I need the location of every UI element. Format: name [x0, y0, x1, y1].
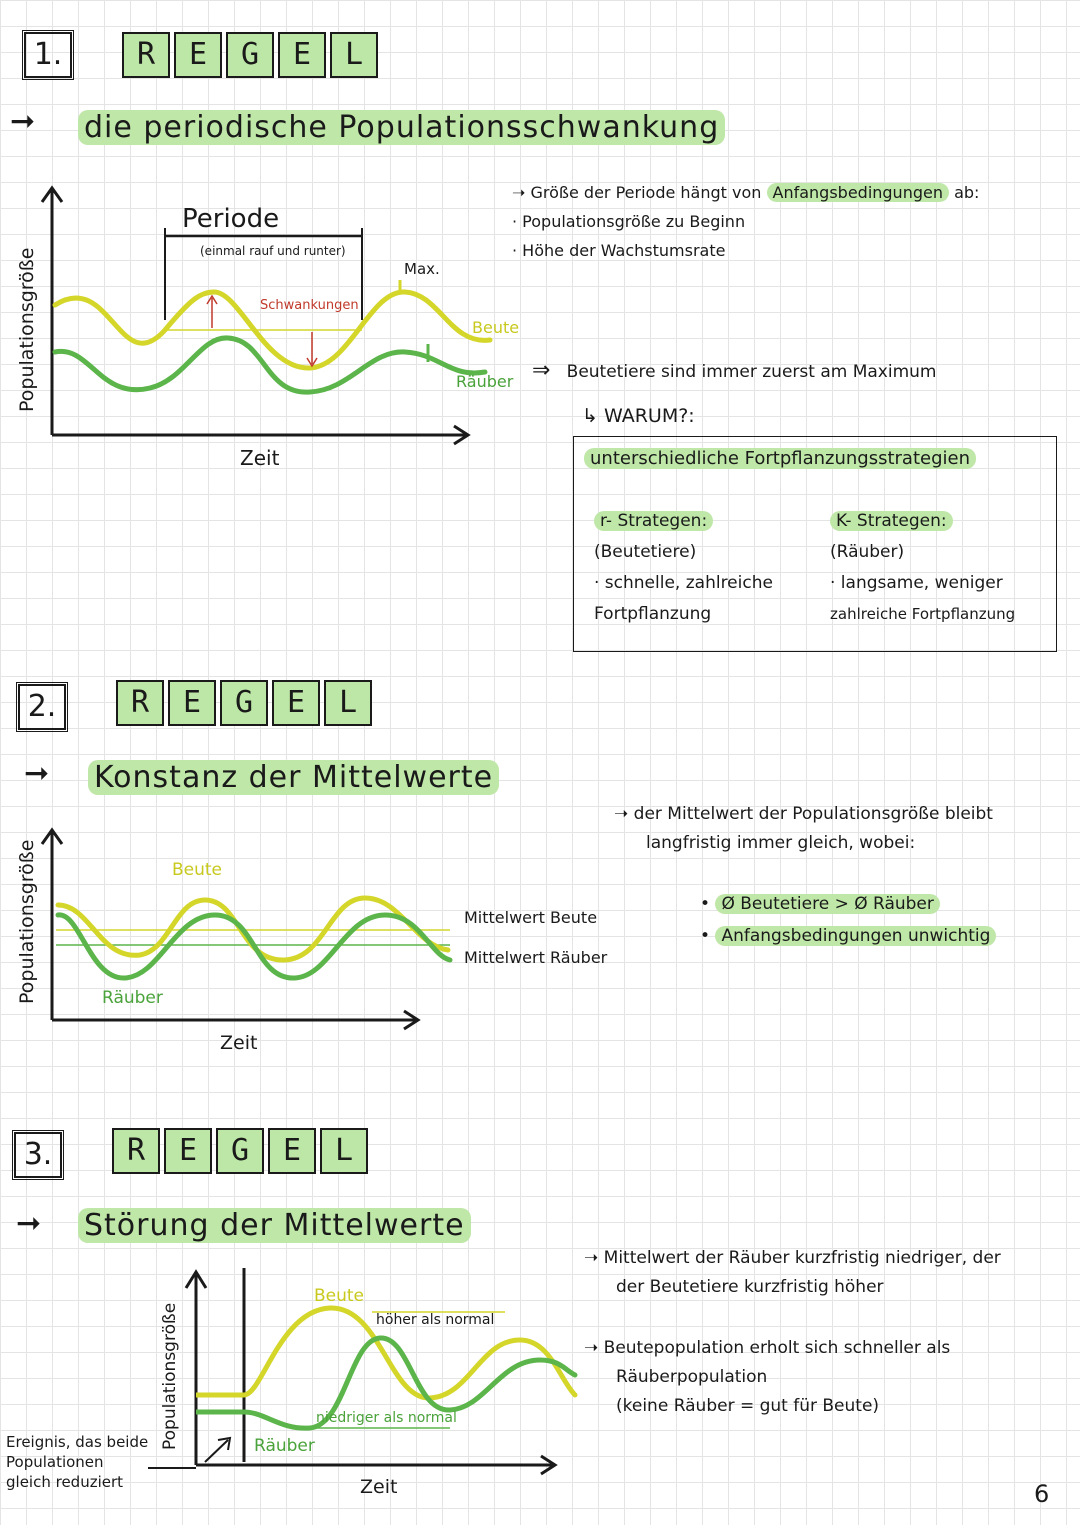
rule3-note2 [584, 1334, 950, 1421]
rule-letter: G [220, 680, 268, 726]
rule-letter: R [116, 680, 164, 726]
rule3-n2-l3: (keine Räuber = gut für Beute) [616, 1396, 880, 1416]
rule3-note1 [584, 1244, 1001, 1302]
event-l3: gleich reduziert [6, 1473, 124, 1491]
mean-prey-label: Mittelwert Beute [464, 908, 598, 927]
rule3-n2-l1: Beutepopulation erholt sich schneller als [603, 1338, 951, 1358]
note-conclusion: Beutetiere sind immer zuerst am Maximum [566, 362, 937, 382]
arrow-icon: ➝ [512, 183, 531, 202]
rule2-b1: Ø Beutetiere > Ø Räuber [715, 894, 939, 914]
rule-letter: R [122, 32, 170, 78]
corner-arrow-icon: ↳ [582, 405, 598, 427]
rule-letter: G [216, 1128, 264, 1174]
higher-label: höher als normal [376, 1312, 495, 1328]
rule2-b2: Anfangsbedingungen unwichtig [715, 926, 996, 946]
rule-letter: E [164, 1128, 212, 1174]
arrow-icon: ➝ [584, 1248, 604, 1268]
rule3-title-text: Störung der Mittelwerte [78, 1208, 471, 1243]
note-bullet: · Populationsgröße zu Beginn [512, 212, 746, 231]
lower-label: niedriger als normal [316, 1410, 457, 1426]
event-l1: Ereignis, das beide [6, 1433, 149, 1451]
r-l2: Fortpflanzung [594, 604, 712, 624]
arrow-icon: ➞ [24, 756, 50, 791]
rule2-y-label: Populationsgröße [16, 839, 38, 1004]
arrow-icon: ➝ [614, 804, 634, 824]
rule-letter: E [174, 32, 222, 78]
rule3-x-label: Zeit [360, 1476, 398, 1498]
event-label [6, 1432, 148, 1492]
rule2-predator-label: Räuber [102, 988, 163, 1008]
max-label: Max. [404, 260, 440, 278]
double-arrow-icon: ⇒ [532, 358, 551, 383]
rule2-x-label: Zeit [220, 1032, 258, 1054]
rule-letter: E [168, 680, 216, 726]
rule2-prey-label: Beute [172, 860, 223, 880]
rule2-note-l1: der Mittelwert der Populationsgröße bleibt [633, 804, 993, 824]
note-intro-hl: Anfangsbedingungen [767, 183, 949, 202]
arrow-icon: ➝ [584, 1338, 604, 1358]
r-sub: (Beutetiere) [594, 542, 697, 562]
rule2-number: 2. [18, 684, 66, 730]
k-l2: zahlreiche Fortpflanzung [830, 605, 1016, 623]
rule-letter: R [112, 1128, 160, 1174]
rule3-n1-l1: Mittelwert der Räuber kurzfristig niedriger, der [603, 1248, 1001, 1268]
prey-label: Beute [472, 318, 520, 337]
note-intro-a: Größe der Periode hängt von [530, 183, 762, 202]
predator-label: Räuber [456, 372, 514, 391]
rule3-predator-label: Räuber [254, 1436, 315, 1456]
note-b2: Höhe der Wachstumsrate [522, 241, 726, 260]
page-number: 6 [1034, 1480, 1050, 1508]
mean-predator-label: Mittelwert Räuber [464, 948, 608, 967]
k-l1: · langsame, weniger [830, 573, 1003, 593]
rule3-prey-label: Beute [314, 1286, 365, 1306]
rule1-number: 1. [24, 32, 72, 78]
arrow-icon: ➞ [16, 1206, 42, 1241]
rule3-y-label: Populationsgröße [160, 1302, 180, 1450]
fluct-label: Schwankungen [260, 298, 359, 313]
event-l2: Populationen [6, 1453, 104, 1471]
strategy-box-title: unterschiedliche Fortpflanzungsstrategien [584, 448, 976, 469]
r-l1: · schnelle, zahlreiche [594, 573, 773, 593]
arrow-icon: ➞ [10, 104, 36, 139]
rule-letter: E [278, 32, 326, 78]
rule-letter: E [272, 680, 320, 726]
rule3-number: 3. [14, 1132, 62, 1178]
rule-letter: E [268, 1128, 316, 1174]
rule2-title-text: Konstanz der Mittelwerte [88, 760, 499, 795]
rule1-y-label: Populationsgröße [16, 247, 38, 412]
rule-letter: L [330, 32, 378, 78]
period-sub: (einmal rauf und runter) [200, 244, 346, 258]
rule3-n1-l2: der Beutetiere kurzfristig höher [616, 1277, 884, 1297]
note-intro-b: ab: [954, 183, 980, 202]
r-head: r- Strategen: [594, 511, 713, 531]
note-why: WARUM?: [603, 405, 695, 427]
rule-letter: G [226, 32, 274, 78]
note-b1: Populationsgröße zu Beginn [522, 212, 746, 231]
k-sub: (Räuber) [830, 542, 905, 562]
event-arrow [205, 1440, 228, 1462]
rule2-note-l2: langfristig immer gleich, wobei: [646, 833, 916, 853]
rule1-title-text: die periodische Populationsschwankung [78, 110, 725, 145]
rule-letter: L [320, 1128, 368, 1174]
period-label: Periode [182, 204, 280, 234]
rule1-x-label: Zeit [240, 446, 280, 470]
k-head: K- Strategen: [830, 511, 953, 531]
note-bullet: · Höhe der Wachstumsrate [512, 241, 726, 260]
rule2-bullets: • Ø Beutetiere > Ø Räuber • Anfangsbedingungen unwichtig [700, 888, 996, 952]
rule-letter: L [324, 680, 372, 726]
rule3-n2-l2: Räuberpopulation [616, 1367, 768, 1387]
